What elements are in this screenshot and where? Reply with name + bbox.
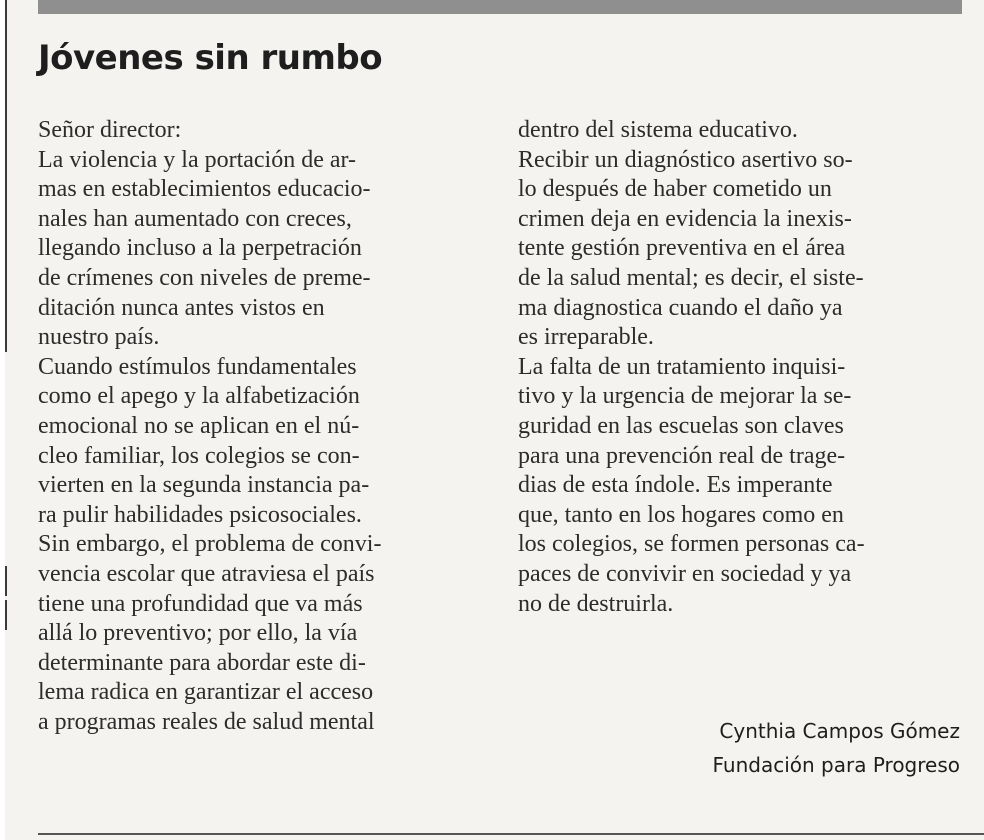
left-divider-tick bbox=[5, 600, 7, 630]
text-line: los colegios, se formen personas ca- bbox=[518, 531, 865, 558]
left-divider-line bbox=[5, 0, 7, 352]
text-line: Sin embargo, el problema de convi- bbox=[38, 531, 382, 558]
text-line: dentro del sistema educativo. bbox=[518, 117, 798, 143]
author-organization: Fundación para Progreso bbox=[712, 753, 960, 777]
text-line: crimen deja en evidencia la inexis- bbox=[518, 205, 852, 232]
text-line: no de destruirla. bbox=[518, 590, 674, 617]
text-line: vencia escolar que atraviesa el país bbox=[38, 560, 375, 587]
author-name: Cynthia Campos Gómez bbox=[719, 719, 960, 743]
text-line: de crímenes con niveles de preme- bbox=[38, 264, 371, 291]
text-line: Señor director: bbox=[38, 117, 182, 143]
text-line: mas en establecimientos educacio- bbox=[38, 176, 371, 203]
left-text-column bbox=[38, 116, 381, 737]
text-line: lema radica en garantizar el acceso bbox=[38, 679, 374, 706]
text-line: es irreparable. bbox=[518, 324, 654, 351]
top-header-band bbox=[38, 0, 962, 14]
text-line: dias de esta índole. Es imperante bbox=[518, 472, 833, 499]
text-line: tiene una profundidad que va más bbox=[38, 590, 363, 617]
text-line: La violencia y la portación de ar- bbox=[38, 146, 357, 173]
left-divider-tick bbox=[5, 566, 7, 596]
right-text-column bbox=[518, 116, 865, 619]
text-line: vierten en la segunda instancia pa- bbox=[38, 472, 370, 499]
article-title: Jóvenes sin rumbo bbox=[38, 38, 383, 78]
text-line: guridad en las escuelas son claves bbox=[518, 412, 844, 439]
text-line: para una prevención real de trage- bbox=[518, 442, 846, 469]
text-line: que, tanto en los hogares como en bbox=[518, 501, 844, 528]
text-line: de la salud mental; es decir, el siste- bbox=[518, 264, 864, 291]
text-line: tente gestión preventiva en el área bbox=[518, 235, 846, 262]
bottom-divider bbox=[38, 833, 984, 835]
text-line: nales han aumentado con creces, bbox=[38, 205, 352, 232]
text-line: allá lo preventivo; por ello, la vía bbox=[38, 620, 358, 647]
text-line: Recibir un diagnóstico asertivo so- bbox=[518, 146, 853, 173]
text-line: como el apego y la alfabetización bbox=[38, 383, 360, 410]
text-line: ra pulir habilidades psicosociales. bbox=[38, 501, 362, 528]
text-line: llegando incluso a la perpetración bbox=[38, 235, 362, 262]
text-line: a programas reales de salud mental bbox=[38, 708, 375, 735]
text-line: La falta de un tratamiento inquisi- bbox=[518, 353, 846, 380]
text-line: determinante para abordar este di- bbox=[38, 649, 366, 676]
text-line: cleo familiar, los colegios se con- bbox=[38, 442, 360, 469]
text-line: lo después de haber cometido un bbox=[518, 176, 832, 203]
text-line: ditación nunca antes vistos en bbox=[38, 294, 325, 321]
text-line: paces de convivir en sociedad y ya bbox=[518, 560, 852, 587]
text-line: Cuando estímulos fundamentales bbox=[38, 353, 357, 380]
signature-block bbox=[713, 714, 961, 782]
text-line: emocional no se aplican en el nú- bbox=[38, 412, 360, 439]
text-line: ma diagnostica cuando el daño ya bbox=[518, 294, 843, 321]
text-line: tivo y la urgencia de mejorar la se- bbox=[518, 383, 852, 410]
text-line: nuestro país. bbox=[38, 324, 160, 351]
